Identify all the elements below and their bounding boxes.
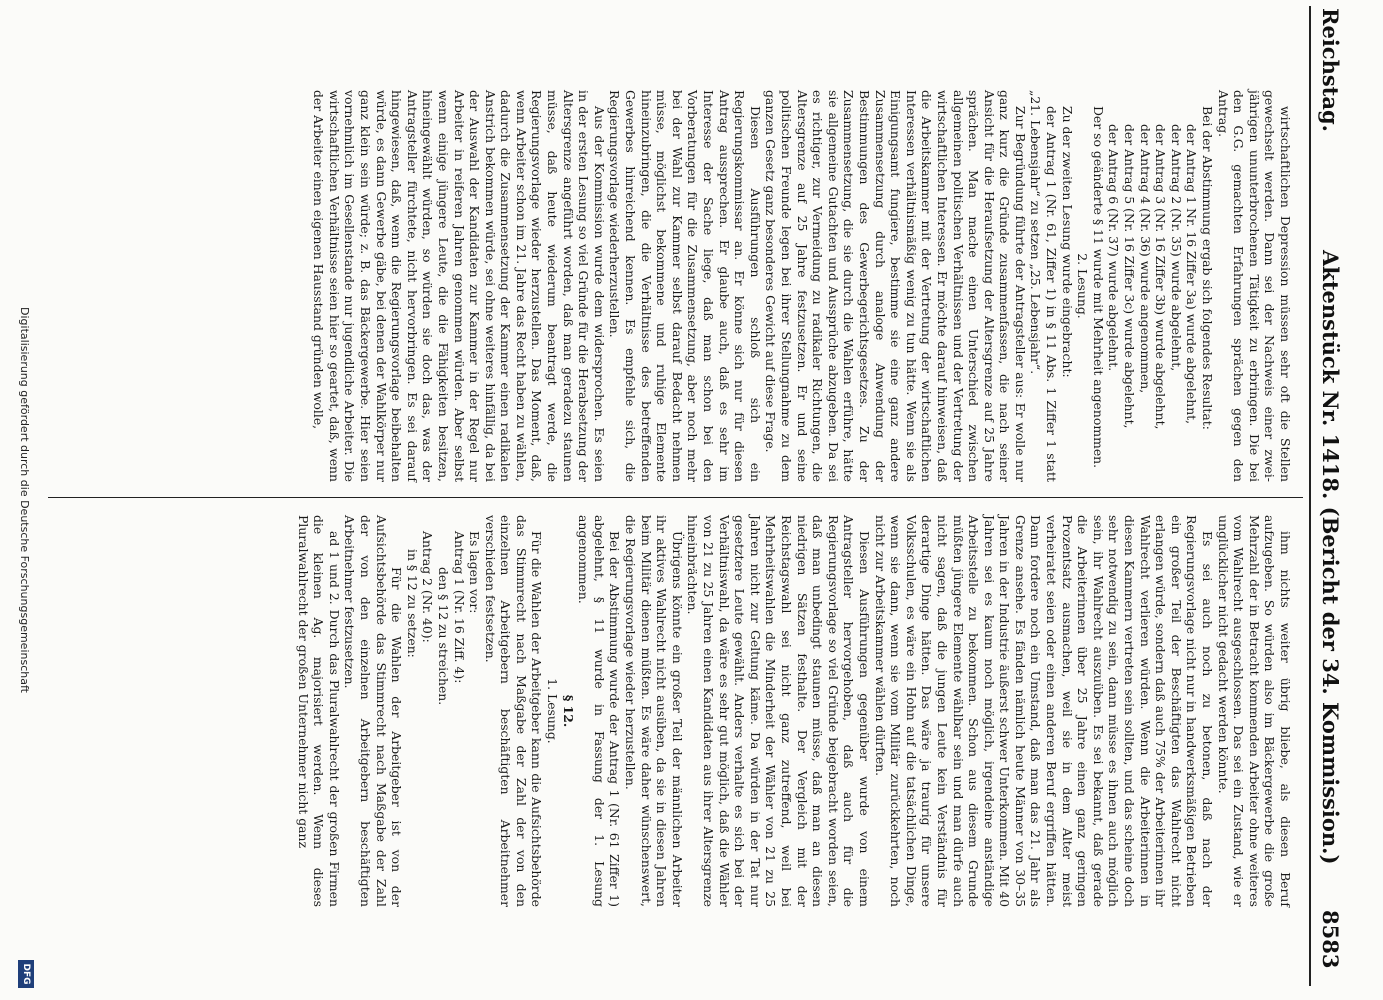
header-left: Reichstag. <box>1318 8 1343 132</box>
paragraph: § 12. <box>560 694 576 728</box>
paragraph: Übrigens könnte ein großer Teil der männlichen Arbeiter ihr aktives Wahlrecht nicht ausüben, da sie in diesen Jahren beim Militär dienen müßten. Es wäre daher wünschenswert, die Regierungsvorlage wieder herzustellen. <box>623 515 685 907</box>
header-rule <box>1309 6 1311 986</box>
dfg-logo <box>18 960 34 988</box>
footer-credit: Digitalisierung gefördert durch die Deutsche Forschungsgemeinschaft <box>18 307 31 693</box>
paragraph: Der so geänderte § 11 wurde mit Mehrheit angenommen. <box>1090 106 1106 469</box>
paragraph: Bei der Abstimmung ergab sich folgendes Resultat: <box>1200 106 1216 430</box>
paragraph: Für die Wahlen der Arbeitgeber kann die Aufsichtsbehörde das Stimmrecht nach Maßgabe der Zahl der von den einzelnen Arbeitgebern beschäftigten Arbeitnehmer verschieden festsetzen. <box>482 515 545 907</box>
paragraph: Es sei auch noch zu betonen, daß nach der Regierungsvorlage nicht nur in handwerksmäßigen Betrieben ein großer Teil der Beschäftigten das Wahlrecht nicht erlangen würde, sondern daß auch 75% der Arbeiterinnen ihr Wahlrecht verlieren würden. Wenn die Arbeiterinnen in diesen Kammern vertreten sein sollten, und das scheine doch sehr notwendig zu sein, dann müsse es ihnen auch möglich sein, ihr Wahlrecht auszuüben. Es sei bekannt, daß gerade die Arbeiterinnen über 25 Jahre einen ganz geringen Prozentsatz ausmachen, weil sie in dem Alter meist verheiratet seien oder einen anderen Beruf ergriffen hätten. Dann fordere noch ein Umstand, daß man das 21. Jahr als Grenze ansehe. Es fänden nämlich heute Männer von 30–35 Jahren in der Industrie äußerst schwer Unterkommen. Mit 40 Jahren sei es kaum noch möglich, irgendeine anständige Arbeitsstelle zu bekommen. Schon aus diesem Grunde müßten jüngere Elemente wählbar sein und man dürfe auch nicht sagen, daß die jungen Leute kein Verständnis für derartige Dinge hätten. Das wäre ja traurig für unsere Volksschulen, es wäre ein Hohn auf die tatsächlichen Dinge, wenn sie dann, wenn sie vom Militär zurückkehrten, noch nicht zur Arbeitskammer wählen dürften. <box>872 515 1216 907</box>
paragraph: Diesen Ausführungen gegenüber wurde von einem Antragsteller hervorgehoben, daß auch für die Regierungsvorlage so viel Gründe beigebracht worden seien, daß man unbedingt staunen müsse, daß man an diesen niedrigen Sätzen festhalte. Der Vergleich mit der Reichstagswahl sei nicht ganz zutreffend, weil bei Mehrheitswahlen die Minderheit der Wähler von 21 zu 25 Jahren nicht zur Geltung käme. Da würden in der Tat nur gesetztere Leute gewählt. Anders verhalte es sich bei der Verhältniswahl, da wäre es sehr gut möglich, daß die Wähler von 21 zu 25 Jahren einen Kandidaten aus ihrer Altersgrenze hineinbrächten. <box>685 515 872 907</box>
paragraph: Diesen Ausführungen schloß sich ein Regierungskommissar an. Er könne sich nur für diesen Antrag aussprechen. Er glaube auch, daß es sehr im Interesse der Sache liege, daß man schon bei den Vorberatungen für die Zusammensetzung, aber noch mehr bei der Wahl zur Kammer selbst darauf Bedacht nehmen müsse, möglichst bekommene und ruhige Elemente hineinzubringen, die die Verhältnisse des betreffenden Gewerbes hinreichend kennen. Es empfehle sich, die Regierungsvorlage wiederherzustellen. <box>607 90 763 482</box>
paragraph: 1. Lesung. <box>545 678 561 744</box>
paragraph: Zu der zweiten Lesung wurde eingebracht: <box>1059 106 1075 378</box>
paragraph: Für die Wahlen der Arbeitgeber ist von der Aufsichtsbehörde das Stimmrecht nach Maßgabe der Zahl der von den einzelnen Arbeitgebern beschäftigten Arbeitnehmer festzusetzen. <box>342 515 405 907</box>
paragraph: 2. Lesung. <box>1075 253 1091 319</box>
paragraph: Zur Begründung führte der Antragsteller aus: Er wolle nur ganz kurz die Gründe zusammenfassen, die nach seiner Ansicht für die Heraufsetzung der Altersgrenze auf 25 Jahre sprächen. Man mache einen Unterschied zwischen allgemeinen politischen Verhältnissen und der Vertretung der wirtschaftlichen Interessen. Er möchte darauf hinweisen, daß die Arbeitskammer mit der Vertretung der wirtschaftlichen Interessen verhältnismäßig wenig zu tun hätte. Wenn sie als Einigungsamt fungiere, bestimme sie eine ganz andere Zusammensetzung durch analoge Anwendung der Bestimmungen des Gewerbegerichtsgesetzes. Zu der Zusammensetzung, die sie durch die Wahlen erführe, hätte sie allgemeine Gutachten und Aussprüche abzugeben. Da sei es richtiger, zur Vermeidung zu radikaler Richtungen, die Altersgrenze auf 25 Jahre festzusetzen. Er und seine politischen Freunde legen bei ihrer Stellungnahme zu dem ganzen Gesetz ganz besonderes Gewicht auf diese Frage. <box>763 90 1028 482</box>
paragraph: der Antrag 1 (Nr. 61, Ziffer 1) in § 11 Abs. 1 Ziffer 1 statt „21. Lebensjahr“ zu setzen „25. Lebensjahr“. <box>1028 90 1060 482</box>
paragraph: Es lagen vor: <box>467 531 483 614</box>
paragraph: ad 1 und 2. Durch das Pluralwahlrecht der großen Firmen die kleinen Ag. majorisiert werden. Wenn dieses Pluralwahlrecht der großen Unternehmer nicht ganz <box>295 515 342 907</box>
header-page-number: 8583 <box>1318 910 1343 969</box>
paragraph: der Antrag 5 (Nr. 16 Ziffer 3c) wurde abgelehnt, <box>1122 124 1138 429</box>
paragraph: den § 12 zu streichen. <box>435 567 451 706</box>
dfg-logo-text: DFG <box>19 961 33 987</box>
column-divider <box>48 497 1303 498</box>
paragraph: Aus der Kommission wurde dem widersprochen. Es seien in der ersten Lesung so viel Gründe für die Herabsetzung der Altersgrenze angeführt worden, daß man geradezu staunen müsse, daß heute wiederum beantragt werde, die Regierungsvorlage wieder herzustellen. Das Moment, daß, wenn Arbeiter schon im 21. Jahre das Recht haben zu wählen, dadurch die Zusammensetzung der Kammer einen radikalen Anstrich bekommen würde, sei ohne weiteres hinfällig, da bei der Auswahl der Kandidaten zur Kammer in der Regel nur Arbeiter in reiferen Jahren genommen würden. Aber selbst wenn einige jüngere Leute, die die Fähigkeiten besitzen, hineingewählt würden, so würden sie doch das, was der Antragsteller fürchtete, nicht hervorbringen. Es sei darauf hingewiesen, daß, wenn die Regierungsvorlage beibehalten würde, es dann Gewerbe gäbe, bei denen der Wahlkörper nur ganz klein sein würde; z. B. das Bäckergewerbe. Hier seien vornehmlich im Gesellenstande nur jugendliche Arbeiter. Die wirtschaftlichen Verhältnisse seien hier so geartet, daß, wenn der Arbeiter einen eigenen Hausstand gründen wolle, <box>311 90 607 482</box>
paragraph: der Antrag 2 (Nr. 35) wurde abgelehnt, <box>1168 124 1184 372</box>
paragraph: Bei der Abstimmung wurde der Antrag 1 (Nr. 61 Ziffer 1) abgelehnt, § 11 wurde in Fassung der 1. Lesung angenommen. <box>576 515 623 907</box>
paragraph: Antrag 1 (Nr. 16 Ziff. 4): <box>451 531 467 684</box>
paragraph: in § 12 zu setzen: <box>404 549 420 658</box>
paragraph: ihm nichts weiter übrig bliebe, als diesen Beruf aufzugeben. So würden also im Bäckergewerbe die große Mehrzahl der in Betracht kommenden Arbeiter ohne weiteres vom Wahlrecht ausgeschlossen. Das sei ein Zustand, wie er unglücklicher nicht gedacht werden könnte. <box>1215 515 1293 907</box>
left-column <box>311 90 1293 482</box>
paragraph: der Antrag 1 Nr. 16 Ziffer 3a) wurde abgelehnt, <box>1184 124 1200 425</box>
paragraph: der Antrag 6 (Nr. 37) wurde abgelehnt. <box>1106 124 1122 372</box>
paragraph: der Antrag 3 (Nr. 16 Ziffer 3b) wurde abgelehnt, <box>1153 124 1169 430</box>
header-center: Aktenstück Nr. 1418. (Bericht der 34. Kommission.) <box>1318 250 1343 865</box>
right-column <box>295 515 1293 907</box>
paragraph: der Antrag 4 (Nr. 36) wurde angenommen, <box>1137 124 1153 394</box>
paragraph: wirtschaftlichen Depression müssen sehr oft die Stellen gewechselt werden. Dann sei der Nachweis einer zwei-jährigen ununterbrochenen Tätigkeit zu erbringen. Die bei den G.G. gemachten Erfahrungen sprächen gegen den Antrag. <box>1215 90 1293 482</box>
paragraph: Antrag 2 (Nr. 40): <box>420 531 436 643</box>
